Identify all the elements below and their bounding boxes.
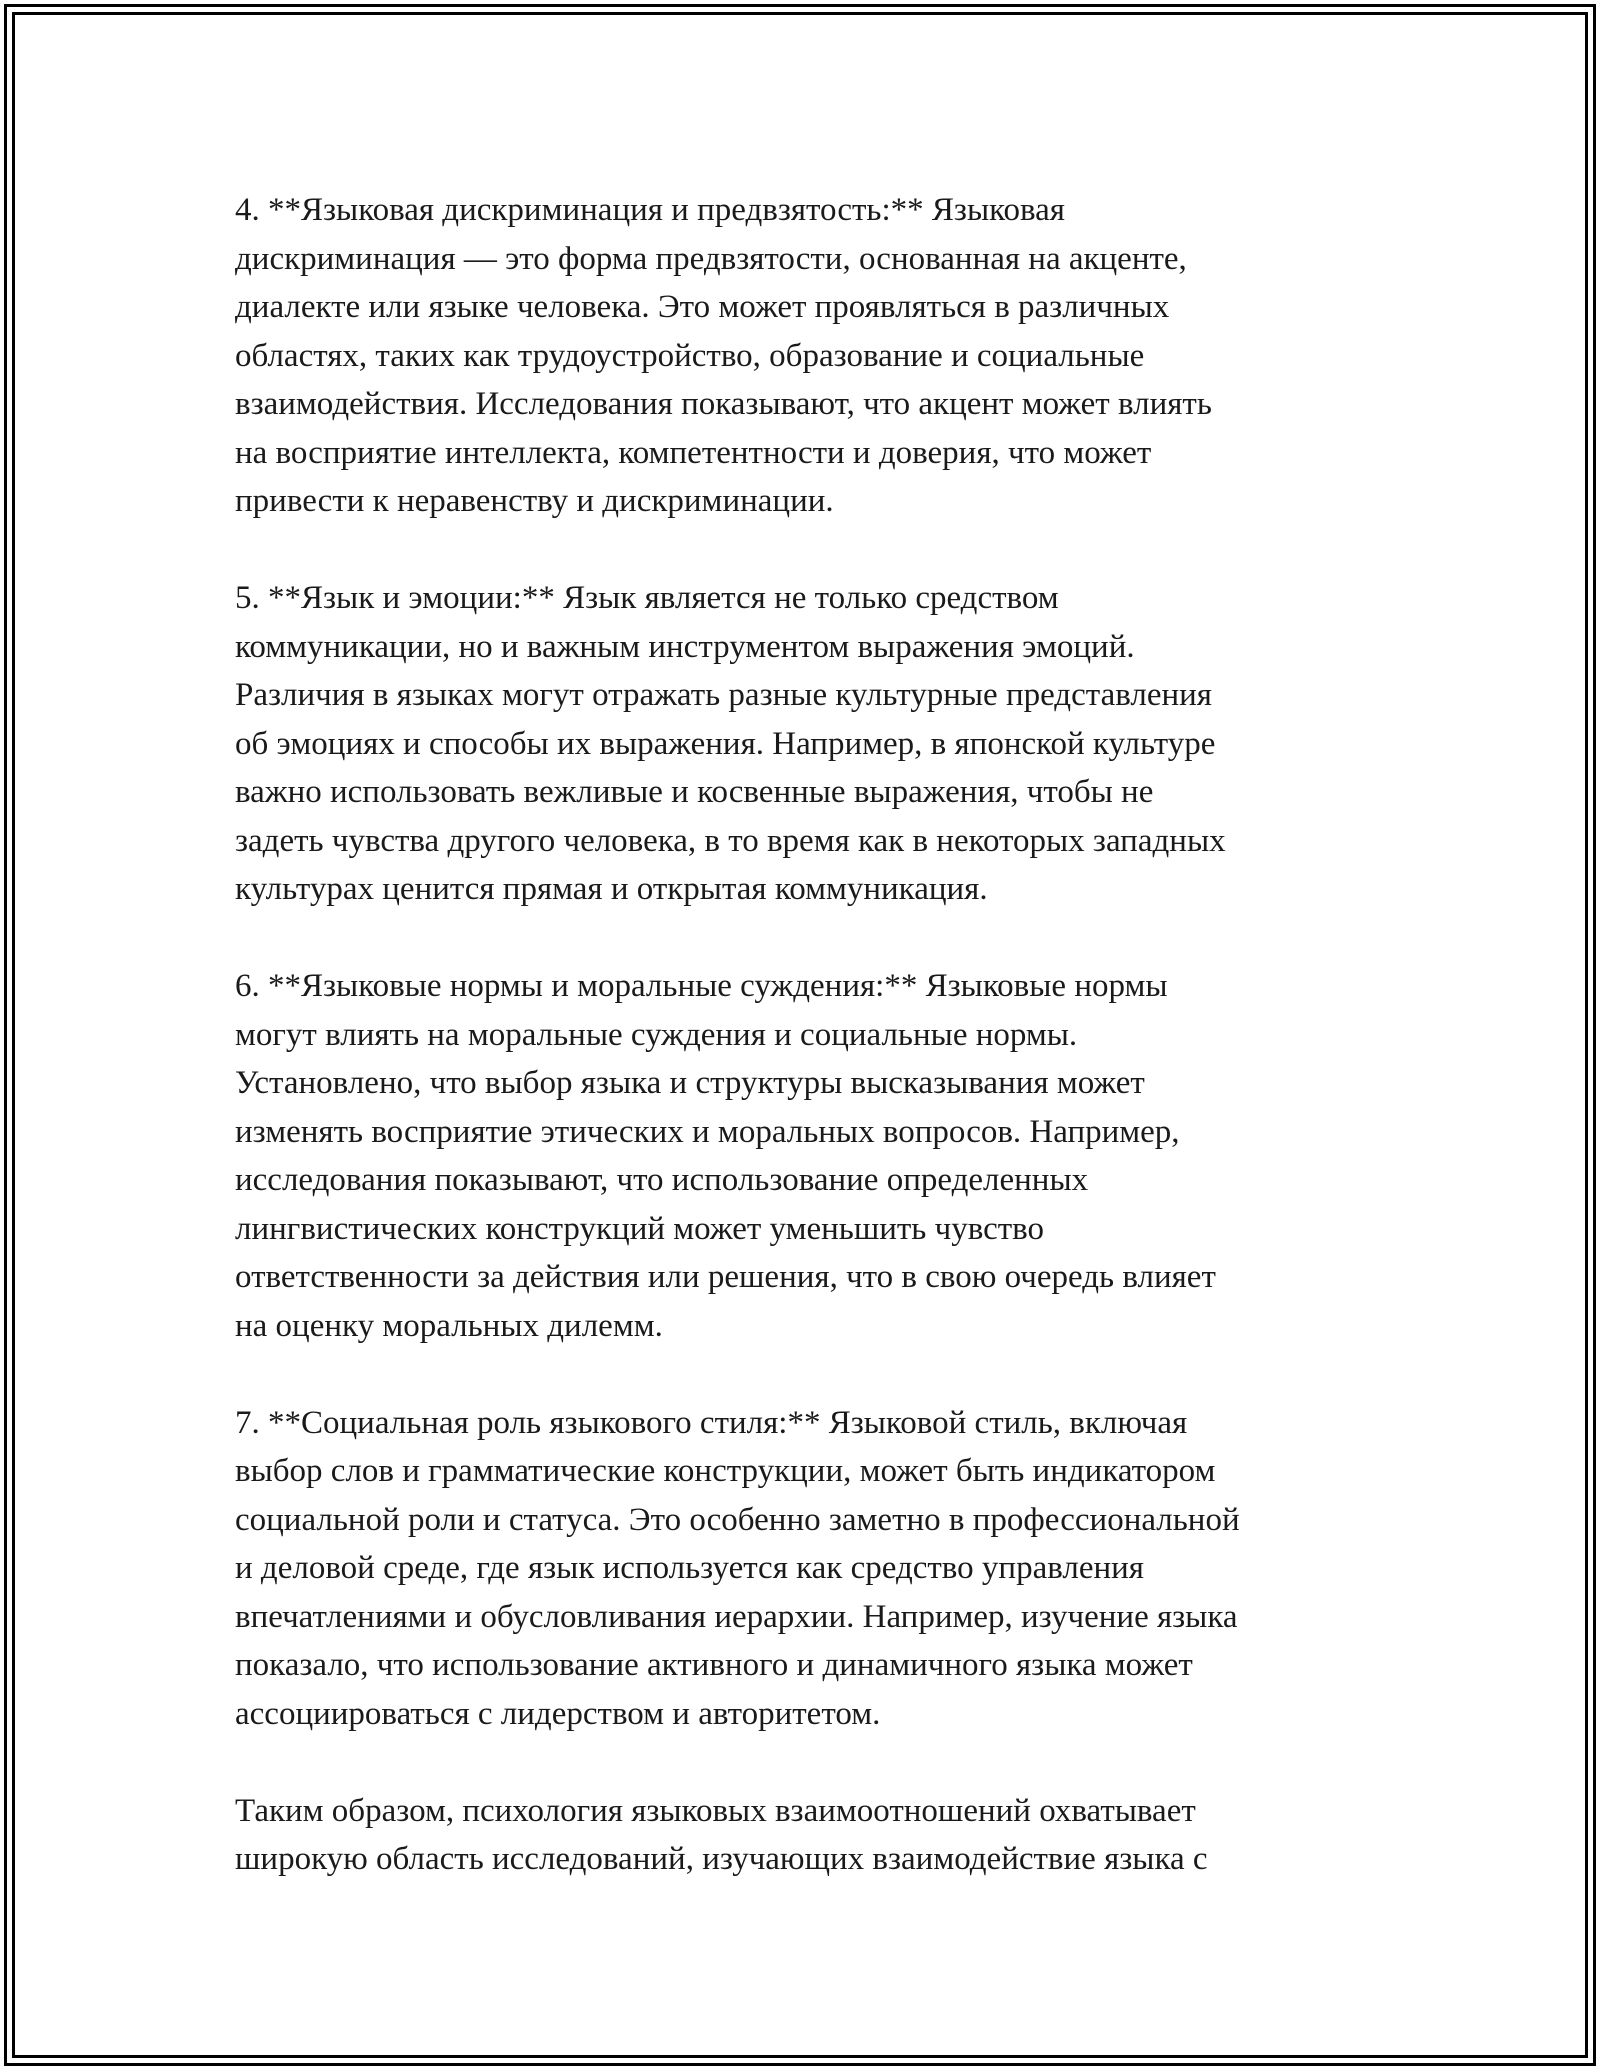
- paragraph-language-discrimination: 4. **Языковая дискриминация и предвзятость:** Языковая дискриминация — это форма предвзятости, основанная на акценте, диалекте или языке человека. Это может проявляться в различных областях, таких как трудоустройство, образование и социальные взаимодействия. Исследования показывают, что акцент может влиять на восприятие интеллекта, компетентности и доверия, что может привести к неравенству и дискриминации.: [235, 192, 1212, 519]
- paragraph-conclusion: Таким образом, психология языковых взаимоотношений охватывает широкую область исследований, изучающих взаимодействие языка с: [235, 1792, 1208, 1877]
- document-body: [235, 186, 1375, 1884]
- paragraph-language-and-emotions: 5. **Язык и эмоции:** Язык является не только средством коммуникации, но и важным инструментом выражения эмоций. Различия в языках могут отражать разные культурные представления об эмоциях и способы их выражения. Например, в японской культуре важно использовать вежливые и косвенные выражения, чтобы не задеть чувства другого человека, в то время как в некоторых западных культурах ценится прямая и открытая коммуникация.: [235, 580, 1226, 907]
- paragraph-language-norms-morality: 6. **Языковые нормы и моральные суждения:** Языковые нормы могут влиять на моральные суждения и социальные нормы. Установлено, что выбор языка и структуры высказывания может изменять восприятие этических и моральных вопросов. Например, исследования показывают, что использование определенных лингвистических конструкций может уменьшить чувство ответственности за действия или решения, что в свою очередь влияет на оценку моральных дилемм.: [235, 968, 1216, 1344]
- paragraph-social-role-language-style: 7. **Социальная роль языкового стиля:** Языковой стиль, включая выбор слов и грамматические конструкции, может быть индикатором социальной роли и статуса. Это особенно заметно в профессиональной и деловой среде, где язык используется как средство управления впечатлениями и обусловливания иерархии. Например, изучение языка показало, что использование активного и динамичного языка может ассоциироваться с лидерством и авторитетом.: [235, 1404, 1240, 1732]
